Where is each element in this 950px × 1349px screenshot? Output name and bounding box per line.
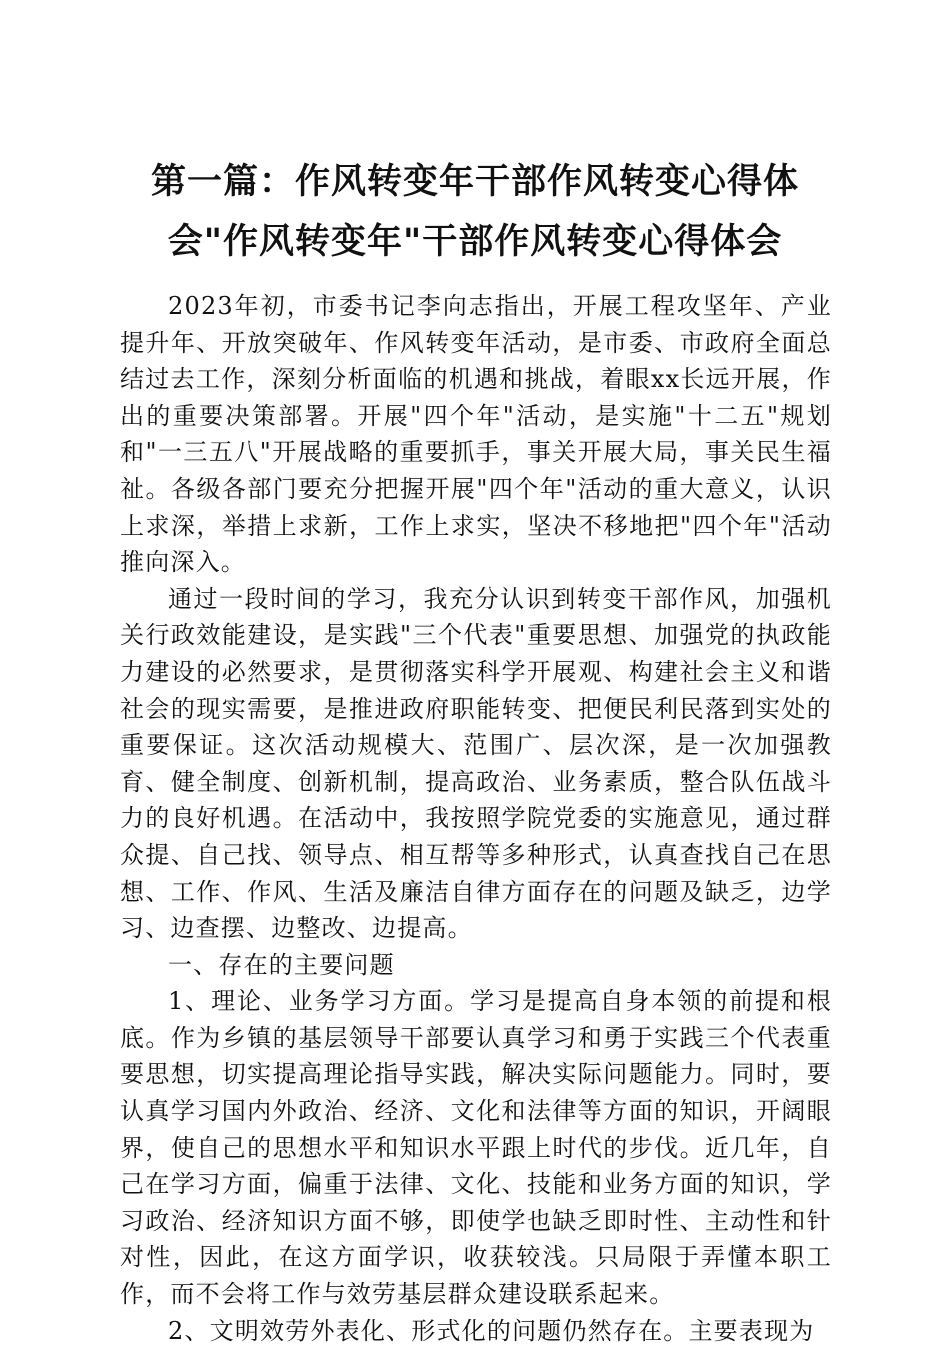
title-line-2: 会"作风转变年"干部作风转变心得体会 <box>167 221 783 262</box>
paragraph: 通过一段时间的学习，我充分认识到转变干部作风，加强机关行政效能建设，是实践"三个代表"重要思想、加强党的执政能力建设的必然要求，是贯彻落实科学开展观、构建社会主义和谐社会的现实需要，是推进政府职能转变、把便民利民落到实处的重要保证。这次活动规模大、范围广、层次深，是一次加强教育、健全制度、创新机制，提高政治、业务素质，整合队伍战斗力的良好机遇。在活动中，我按照学院党委的实施意见，通过群众提、自己找、领导点、相互帮等多种形式，认真查找自己在思想、工作、作风、生活及廉洁自律方面存在的问题及缺乏，边学习、边查摆、边整改、边提高。 <box>120 584 832 943</box>
section-heading: 一、存在的主要问题 <box>168 950 395 979</box>
document-body <box>120 288 832 1349</box>
paragraph: 1、理论、业务学习方面。学习是提高自身本领的前提和根底。作为乡镇的基层领导干部要认真学习和勇于实践三个代表重要思想，切实提高理论指导实践，解决实际问题能力。同时，要认真学习国内外政治、经济、文化和法律等方面的知识，开阔眼界，使自己的思想水平和知识水平跟上时代的步伐。近几年，自己在学习方面，偏重于法律、文化、技能和业务方面的知识，学习政治、经济知识方面不够，即使学也缺乏即时性、主动性和针对性，因此，在这方面学识，收获较浅。只局限于弄懂本职工作，而不会将工作与效劳基层群众建设联系起来。 <box>120 987 832 1309</box>
paragraph: 2023年初，市委书记李向志指出，开展工程攻坚年、产业提升年、开放突破年、作风转变年活动，是市委、市政府全面总结过去工作，深刻分析面临的机遇和挑战，着眼xx长远开展，作出的重要决策部署。开展"四个年"活动，是实施"十二五"规划和"一三五八"开展战略的重要抓手，事关开展大局，事关民生福祉。各级各部门要充分把握开展"四个年"活动的重大意义，认识上求深，举措上求新，工作上求实，坚决不移地把"四个年"活动推向深入。 <box>120 292 832 577</box>
title-line-1: 第一篇：作风转变年干部作风转变心得体 <box>150 161 799 202</box>
paragraph: 2、文明效劳外表化、形式化的问题仍然存在。主要表现为 <box>168 1316 815 1345</box>
